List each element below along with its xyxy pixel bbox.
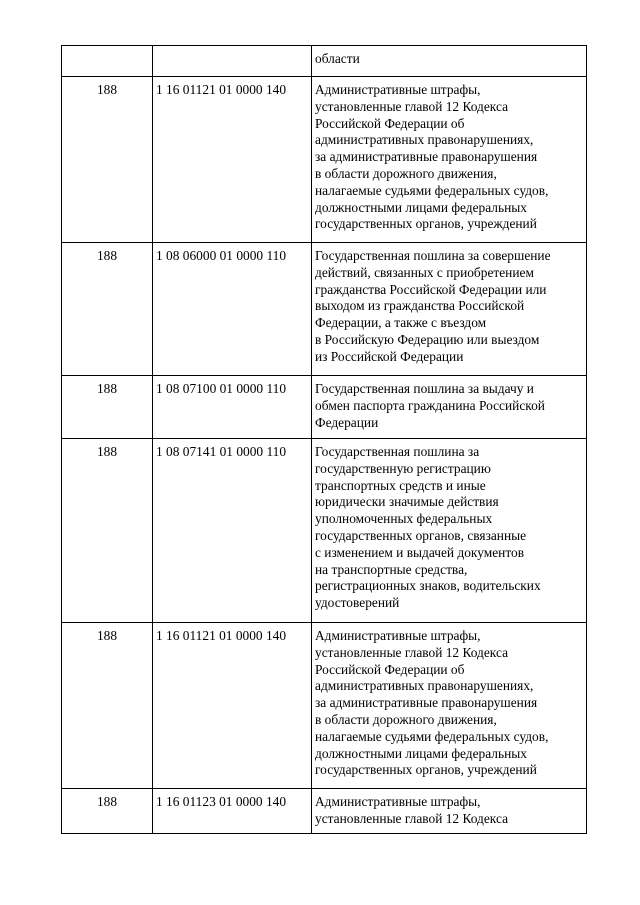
description-line: Государственная пошлина за выдачу и [315, 381, 534, 396]
description-line: в области дорожного движения, [315, 165, 497, 181]
description-cell [312, 243, 587, 376]
budget-code-cell: 1 16 01121 01 0000 140 [153, 623, 312, 789]
description-line: уполномоченных федеральных [315, 511, 493, 527]
description-cell [312, 77, 587, 243]
table-body [62, 46, 587, 834]
description-line: налагаемые судьями федеральных судов, [315, 728, 549, 744]
description-line: на транспортные средства, [315, 561, 468, 577]
description-line: из Российской Федерации [315, 348, 464, 364]
description-line: Государственная пошлина за совершение [315, 248, 551, 263]
description-line: установленные главой 12 Кодекса [315, 810, 509, 826]
description-line: должностными лицами федеральных [315, 199, 527, 215]
table-row [62, 789, 587, 834]
description-line: с изменением и выдачей документов [315, 544, 525, 560]
description-line: государственных органов, связанные [315, 527, 527, 543]
table-row [62, 46, 587, 77]
description-line: за административные правонарушения [315, 149, 538, 165]
description-line: удостоверений [315, 595, 400, 611]
description-line: налагаемые судьями федеральных судов, [315, 182, 549, 198]
admin-code-cell: 188 [62, 623, 153, 789]
description-line: Российской Федерации об [315, 661, 465, 677]
description-line: регистрационных знаков, водительских [315, 578, 541, 594]
table-row [62, 243, 587, 376]
budget-code-cell: 1 16 01121 01 0000 140 [153, 77, 312, 243]
admin-code-cell: 188 [62, 439, 153, 623]
description-cell [312, 46, 587, 77]
description-line: Федерации, а также с въездом [315, 315, 487, 331]
description-line: государственных органов, учреждений [315, 762, 537, 778]
description-line: установленные главой 12 Кодекса [315, 98, 509, 114]
description-line: установленные главой 12 Кодекса [315, 644, 509, 660]
budget-code-cell: 1 16 01123 01 0000 140 [153, 789, 312, 834]
description-line: гражданства Российской Федерации или [315, 281, 547, 297]
description-line: государственную регистрацию [315, 460, 491, 476]
admin-code-cell: 188 [62, 77, 153, 243]
description-line: Государственная пошлина за [315, 444, 480, 459]
description-line: Административные штрафы, [315, 794, 481, 809]
description-line: Российской Федерации об [315, 115, 465, 131]
budget-codes-table [61, 45, 587, 834]
table-row [62, 77, 587, 243]
description-line: Административные штрафы, [315, 82, 481, 97]
description-cell [312, 789, 587, 834]
description-line: действий, связанных с приобретением [315, 264, 534, 280]
budget-code-cell: 1 08 06000 01 0000 110 [153, 243, 312, 376]
description-line: государственных органов, учреждений [315, 216, 537, 232]
description-cell [312, 376, 587, 439]
description-line: административных правонарушениях, [315, 678, 534, 694]
description-line: Административные штрафы, [315, 628, 481, 643]
description-line: юридически значимые действия [315, 494, 499, 510]
description-line: в области дорожного движения, [315, 711, 497, 727]
budget-code-cell: 1 08 07141 01 0000 110 [153, 439, 312, 623]
description-cell [312, 439, 587, 623]
table-row [62, 623, 587, 789]
description-line: транспортных средств и иные [315, 477, 486, 493]
budget-code-cell: 1 08 07100 01 0000 110 [153, 376, 312, 439]
description-line: области [315, 51, 360, 66]
admin-code-cell: 188 [62, 376, 153, 439]
description-line: должностными лицами федеральных [315, 745, 527, 761]
budget-code-cell [153, 46, 312, 77]
description-line: обмен паспорта гражданина Российской [315, 397, 545, 413]
description-line: за административные правонарушения [315, 695, 538, 711]
admin-code-cell: 188 [62, 789, 153, 834]
admin-code-cell [62, 46, 153, 77]
description-line: в Российскую Федерацию или выездом [315, 331, 540, 347]
description-cell [312, 623, 587, 789]
table-row [62, 439, 587, 623]
description-line: выходом из гражданства Российской [315, 298, 525, 314]
table-row [62, 376, 587, 439]
admin-code-cell: 188 [62, 243, 153, 376]
description-line: Федерации [315, 414, 379, 430]
description-line: административных правонарушениях, [315, 132, 534, 148]
